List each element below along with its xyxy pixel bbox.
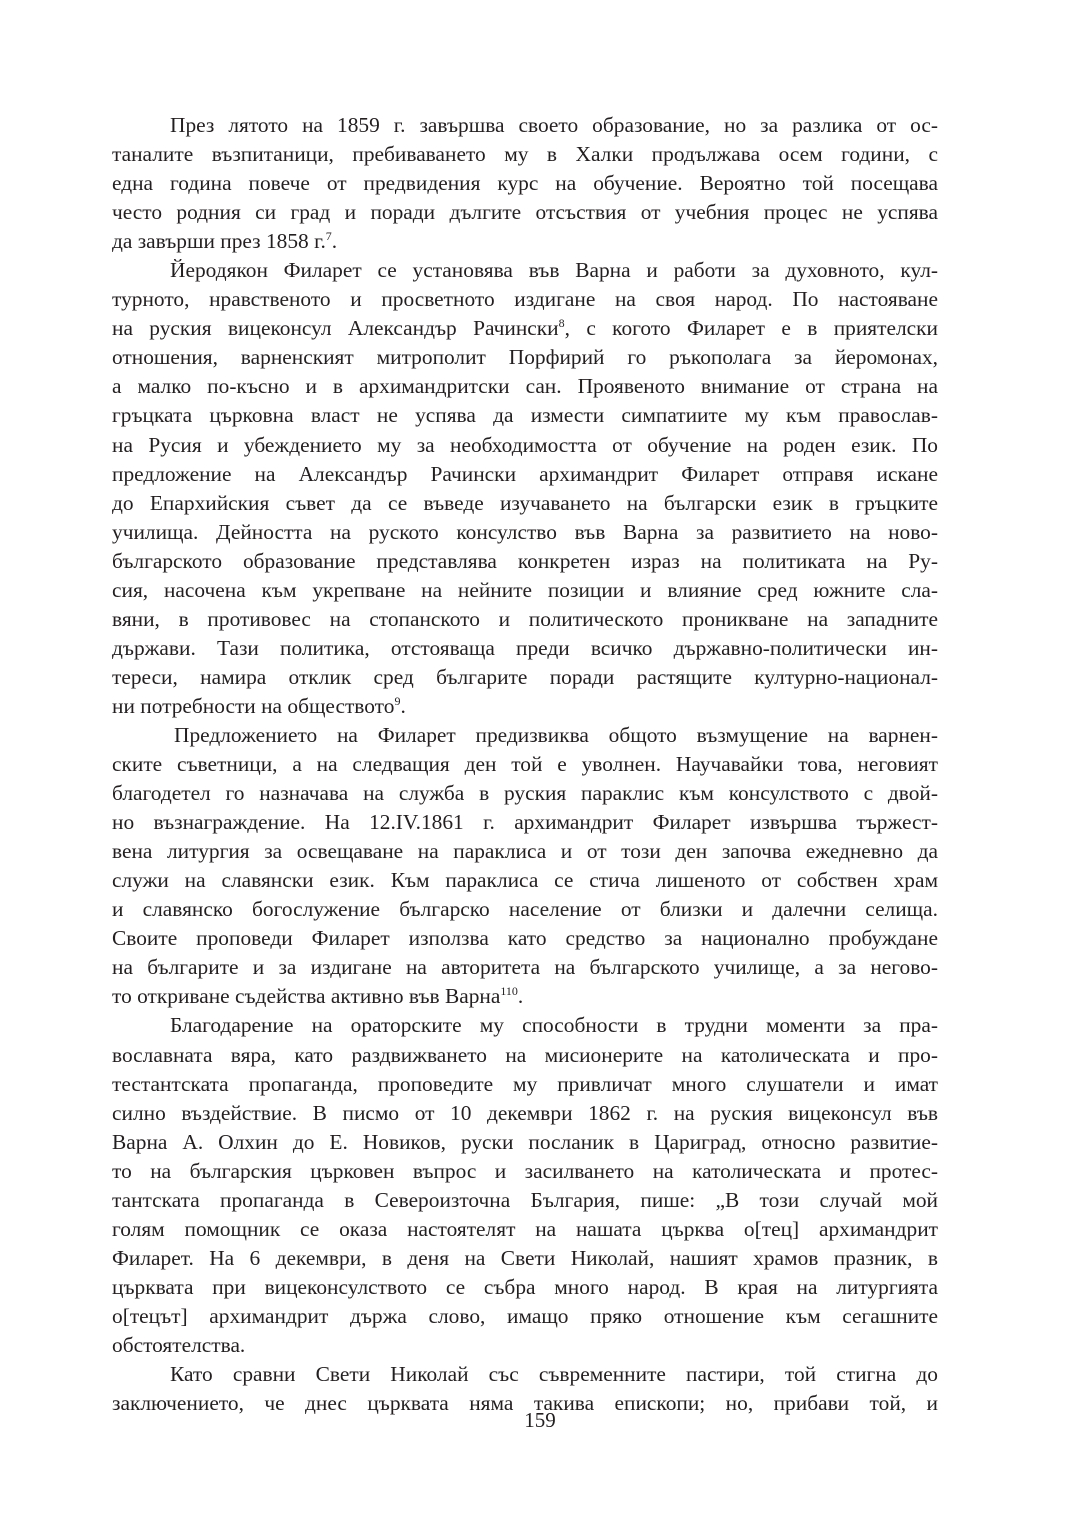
text-line: силно въздействие. В писмо от 10 декември 1862 г. на руския вицеконсул във — [112, 1100, 938, 1125]
text-line: но възнаграждение. На 12.IV.1861 г. архимандрит Филарет извършва тържест- — [112, 810, 938, 835]
text-line: гръцката църковна власт не успява да измести симпатиите му към православ- — [112, 403, 938, 428]
text-line: Своите проповеди Филарет използва като средство за национално пробуждане — [112, 926, 938, 951]
text-line: Като сравни Свети Николай със съвременните пастири, той стигна до — [170, 1362, 938, 1387]
text-fragment: , с когото Филарет е в приятелски — [564, 316, 938, 341]
text-line: църквата при вицеконсулството се събра много народ. В края на литургията — [112, 1274, 938, 1299]
footnote-marker: 9 — [394, 693, 401, 708]
body-text — [112, 111, 938, 1418]
text-fragment: ни потребности на обществото — [112, 693, 395, 718]
text-line: една година повече от предвидения курс на обучение. Вероятно той посещава — [112, 171, 938, 196]
text-line: Варна А. Олхин до Е. Новиков, руски посланик в Цариград, относно развитие- — [112, 1129, 938, 1154]
text-line: до Епархийския съвет да се въведе изучаването на български език в гръцките — [112, 490, 938, 515]
text-fragment: на руския вицеконсул Александър Рачински — [112, 316, 559, 341]
text-line: ските съветници, а на следващия ден той е уволнен. Научавайки това, неговият — [112, 752, 938, 777]
text-line: таналите възпитаници, пребиваването му в Халки продължава осем години, с — [112, 142, 938, 167]
text-line — [112, 982, 938, 1011]
text-line: на българите и за издигане на авторитета на българското училище, а за негово- — [112, 955, 938, 980]
text-line — [112, 314, 938, 343]
text-line: благодетел го назначава на служба в руския параклис към консулството с двой- — [112, 781, 938, 806]
text-line: тестантската пропаганда, проповедите му привличат много слушатели и имат — [112, 1071, 938, 1096]
text-line: сия, насочена към укрепване на нейните позиции и влияние сред южните сла- — [112, 577, 938, 602]
text-line: вославната вяра, като раздвижването на мисионерите на католическата и про- — [112, 1042, 938, 1067]
text-line: о[тецът] архимандрит държа слово, имащо пряко отношение към сегашните — [112, 1303, 938, 1328]
text-line: заключението, че днес църквата няма такива епископи; но, прибави той, и — [112, 1391, 938, 1416]
text-line: то на българския църковен въпрос и засилването на католическата и протес- — [112, 1158, 938, 1183]
footnote-marker: 110 — [500, 984, 518, 999]
text-line: вена литургия за освещаване на параклиса и от този ден започва ежедневно да — [112, 839, 938, 864]
text-line — [112, 692, 938, 721]
text-line: Филарет. На 6 декември, в деня на Свети Николай, нашият храмов празник, в — [112, 1245, 938, 1270]
text-line: обстоятелства. — [112, 1332, 246, 1357]
text-line: турното, нравственото и просветното издигане на своя народ. По настояване — [112, 287, 938, 312]
footnote-marker: 7 — [325, 229, 332, 244]
text-line: държави. Тази политика, отстояваща преди всичко държавно-политически ин- — [112, 635, 938, 660]
text-line: През лятото на 1859 г. завършва своето образование, но за разлика от ос- — [170, 113, 938, 137]
text-line: а малко по-късно и в архимандритски сан. Проявеното внимание от страна на — [112, 374, 938, 399]
text-line: българското образование представлява конкретен израз на политиката на Ру- — [112, 548, 938, 573]
text-line: и славянско богослужение българско население от близки и далечни селища. — [112, 897, 938, 922]
text-line: Предложението на Филарет предизвиква общото възмущение на варнен- — [174, 722, 938, 747]
text-fragment: то откриване съдейства активно във Варна — [112, 984, 501, 1009]
footnote-marker: 8 — [558, 316, 565, 331]
text-line: вяни, в противовес на стопанското и политическото проникване на западните — [112, 606, 938, 631]
text-fragment: . — [331, 229, 338, 254]
text-fragment: . — [517, 984, 524, 1009]
text-line: предложение на Александър Рачински архимандрит Филарет отправя искане — [112, 461, 938, 486]
text-line: Йеродякон Филарет се установява във Варна и работи за духовното, кул- — [170, 258, 938, 283]
text-fragment: да завърши през 1858 г. — [112, 229, 326, 254]
text-line: голям помощник се оказа настоятелят на нашата църква о[тец] архимандрит — [112, 1216, 938, 1241]
text-fragment: . — [400, 693, 406, 718]
text-line: често родния си град и поради дългите отсъствия от учебния процес не успява — [112, 200, 938, 225]
text-line: отношения, варненският митрополит Порфирий го ръкополага за йеромонах, — [112, 345, 938, 370]
text-line — [112, 227, 938, 256]
text-line: тереси, намира отклик сред българите поради растящите културно-национал- — [112, 664, 938, 689]
text-line: на Русия и убеждението му за необходимостта от обучение на роден език. По — [112, 432, 938, 457]
text-line: служи на славянски език. Към параклиса се стича лишеното от собствен храм — [112, 868, 938, 893]
text-line: тантската пропаганда в Североизточна България, пише: „В този случай мой — [112, 1187, 938, 1212]
text-line: Благодарение на ораторските му способности в трудни моменти за пра- — [170, 1013, 938, 1038]
text-line: училища. Дейността на руското консулство във Варна за развитието на ново- — [112, 519, 938, 544]
page-number: 159 — [524, 1408, 556, 1432]
